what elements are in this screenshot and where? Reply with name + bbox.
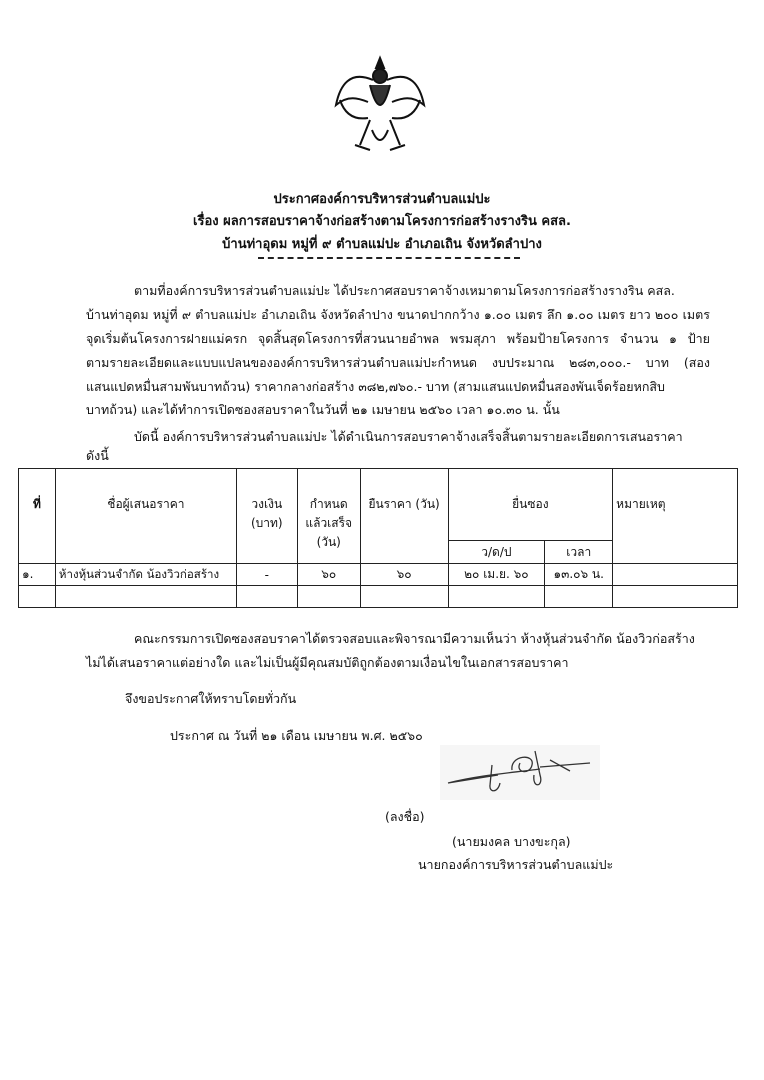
header-validity: ยืนราคา (วัน) [360,469,448,564]
table-row-empty [19,586,738,608]
header-divider [258,257,520,259]
closing-text: จึงขอประกาศให้ทราบโดยทั่วกัน [125,691,297,706]
cell-amount: - [236,564,297,586]
header-no: ที่ [19,469,56,564]
header-submit: ยื่นซอง [448,469,613,541]
body-p1-line-6: บาทถ้วน) และได้ทำการเปิดซองสอบราคาในวันที่ ๒๑ เมษายน ๒๕๖๐ เวลา ๑๐.๓๐ น. นั้น [86,402,560,417]
body-p2-line-1: บัดนี้ องค์การบริหารส่วนตำบลแม่ปะ ได้ดำเนินการสอบราคาจ้างเสร็จสิ้นตามรายละเอียดการเสนอราคา [134,429,683,444]
cell-bidder: ห้างหุ้นส่วนจำกัด น้องวิวก่อสร้าง [55,564,236,586]
body-p1-line-4: ตามรายละเอียดและแบบแปลนขององค์การบริหารส่วนตำบลแม่ปะกำหนด งบประมาณ ๒๘๓,๐๐๐.- บาท (สอง [86,355,710,370]
body-p1-line-2: บ้านท่าอุดม หมู่ที่ ๙ ตำบลแม่ปะ อำเภอเถิน จังหวัดลำปาง ขนาดปากกว้าง ๑.๐๐ เมตร ลึก ๑.๐๐ เมตร ยาว ๒๐๐ เมตร [86,307,710,322]
bid-results-table [18,468,738,608]
header-amount: วงเงิน (บาท) [236,469,297,564]
header-line-2: เรื่อง ผลการสอบราคาจ้างก่อสร้างตามโครงการก่อสร้างรางริน คสล. [193,214,571,229]
body-p1-line-3: จุดเริ่มต้นโครงการฝายแม่ครก จุดสิ้นสุดโครงการที่สวนนายอำพล พรมสุภา พร้อมป้ายโครงการ จำนวน ๑ ป้าย [86,331,710,346]
signer-position: นายกองค์การบริหารส่วนตำบลแม่ปะ [418,857,614,872]
conclusion-line-2: ไม่ได้เสนอราคาแต่อย่างใด และไม่เป็นผู้มีคุณสมบัติถูกต้องตามเงื่อนไขในเอกสารสอบราคา [86,655,569,670]
cell-date: ๒๐ เม.ย. ๖๐ [448,564,545,586]
header-line-1: ประกาศองค์การบริหารส่วนตำบลแม่ปะ [273,192,491,207]
table-row [19,564,738,586]
header-date: ว/ด/ป [448,541,545,564]
cell-remark [613,564,738,586]
signer-name: (นายมงคล บางขะกุล) [452,834,571,849]
header-deadline: กำหนด แล้วเสร็จ (วัน) [297,469,360,564]
cell-validity: ๖๐ [360,564,448,586]
body-p2-line-2: ดังนี้ [86,448,109,463]
cell-deadline: ๖๐ [297,564,360,586]
header-remark: หมายเหตุ [613,469,738,564]
header-line-3: บ้านท่าอุดม หมู่ที่ ๙ ตำบลแม่ปะ อำเภอเถิน จังหวัดลำปาง [222,237,542,252]
announce-date: ประกาศ ณ วันที่ ๒๑ เดือน เมษายน พ.ศ. ๒๕๖๐ [170,728,423,743]
garuda-emblem [330,50,430,160]
body-p1-line-5: แสนแปดหมื่นสามพันบาทถ้วน) ราคากลางก่อสร้าง ๓๘๒,๗๖๐.- บาท (สามแสนแปดหมื่นสองพันเจ็ดร้อยหกสิบ [86,379,665,394]
signature-image [440,745,600,800]
cell-no: ๑. [19,564,56,586]
sign-label: (ลงชื่อ) [385,809,425,824]
header-bidder: ชื่อผู้เสนอราคา [55,469,236,564]
conclusion-line-1: คณะกรรมการเปิดซองสอบราคาได้ตรวจสอบและพิจารณามีความเห็นว่า ห้างหุ้นส่วนจำกัด น้องวิวก่อสร้าง [134,631,695,646]
body-p1-line-1: ตามที่องค์การบริหารส่วนตำบลแม่ปะ ได้ประกาศสอบราคาจ้างเหมาตามโครงการก่อสร้างรางริน คสล. [134,283,675,298]
header-time: เวลา [545,541,613,564]
cell-time: ๑๓.๐๖ น. [545,564,613,586]
